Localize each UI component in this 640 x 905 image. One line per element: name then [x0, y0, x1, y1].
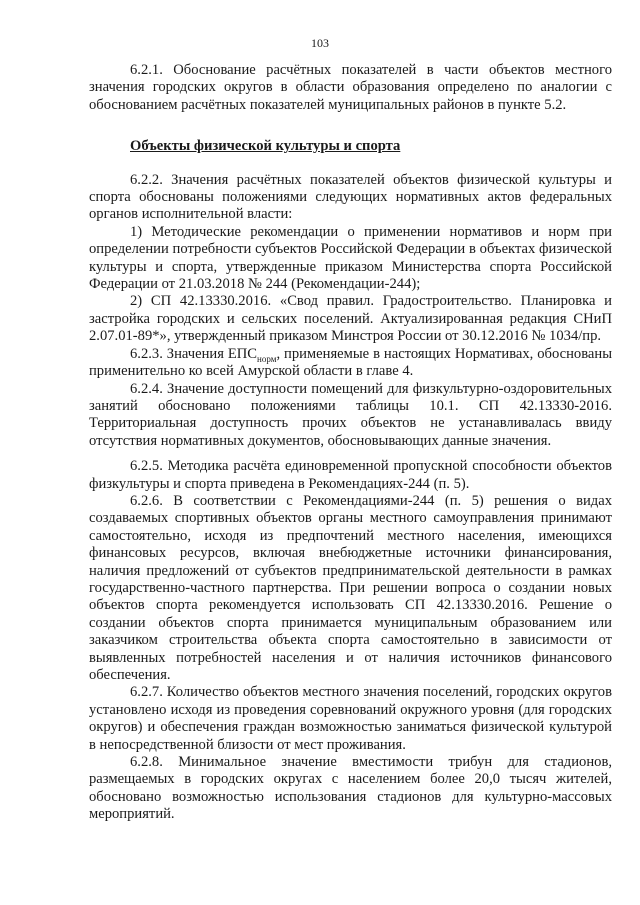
paragraph-6-2-5: 6.2.5. Методика расчёта единовременной пропускной способности объектов физкультуры и спорта приведена в Рекомендациях-244 (п. 5).: [89, 458, 612, 492]
paragraph-6-2-3-start: 6.2.3. Значения ЕПС: [130, 345, 258, 362]
paragraph-6-2-8: 6.2.8. Минимальное значение вместимости трибун для стадионов, размещаемых в городских округах с населением более 20,0 тысяч жителей, обосновано возможностью использования стадионов для культурно-массовых мероприятий.: [89, 754, 612, 823]
eps-subscript: норм: [257, 353, 277, 364]
page-number: 103: [311, 36, 329, 50]
paragraph-6-2-7: 6.2.7. Количество объектов местного значения поселений, городских округов установлено исходя из проведения соревнований окружного уровня (для городских округов) и обеспечения граждан возможностью заниматься физической культурой в непосредственной близости от мест проживания.: [89, 684, 612, 753]
paragraph-6-2-4: 6.2.4. Значение доступности помещений для физкультурно-оздоровительных занятий обосновано положениями таблицы 10.1. СП 42.13330-2016. Территориальная доступность прочих объектов не устанавливалась ввиду отсутствия нормативных документов, обосновывающих данные значения.: [89, 380, 612, 449]
document-body: [89, 62, 612, 824]
paragraph-6-2-3-end: , применяемые в настоящих Нормативах, обоснованы применительно ко всей Амурской области в главе 4.: [89, 345, 612, 380]
section-heading: [89, 138, 612, 155]
paragraph-6-2-6: 6.2.6. В соответствии с Рекомендациями-244 (п. 5) решения о видах создаваемых спортивных объектов органы местного самоуправления принимают самостоятельно, исходя из предпочтений местного населения, имеющихся финансовых ресурсов, включая внебюджетные источники финансирования, наличия предложений от субъектов предпринимательской деятельности в рамках государственно-частного партнерства. При решении вопроса о создании новых объектов спорта рекомендуется использовать СП 42.13330.2016. Решение о создании объектов спорта принимается муниципальным образованием или заказчиком строительства объекта спорта самостоятельно в зависимости от выявленных потребностей населения и от наличия источников финансового обеспечения.: [89, 492, 612, 683]
section-heading-text: Объекты физической культуры и спорта: [130, 138, 401, 155]
spacer: [89, 450, 612, 458]
paragraph-6-2-1: 6.2.1. Обоснование расчётных показателей в части объектов местного значения городских округов в области образования определено по аналогии с обоснованием расчётных показателей муниципальных районов в пункте 5.2.: [89, 62, 612, 113]
paragraph-6-2-3: [89, 346, 612, 381]
paragraph-6-2-2: 6.2.2. Значения расчётных показателей объектов физической культуры и спорта обоснованы положениями следующих нормативных актов федеральных органов исполнительной власти:: [89, 171, 612, 223]
list-item-2: 2) СП 42.13330.2016. «Свод правил. Градостроительство. Планировка и застройка городских и сельских поселений. Актуализированная редакция СНиП 2.07.01-89*», утвержденный приказом Минстроя России от 30.12.2016 № 1034/пр.: [89, 293, 612, 345]
list-item-1: 1) Методические рекомендации о применении нормативов и норм при определении потребности субъектов Российской Федерации в объектах физической культуры и спорта, утвержденные приказом Министерства спорта Российской Федерации от 21.03.2018 № 244 (Рекомендации-244);: [89, 223, 612, 293]
